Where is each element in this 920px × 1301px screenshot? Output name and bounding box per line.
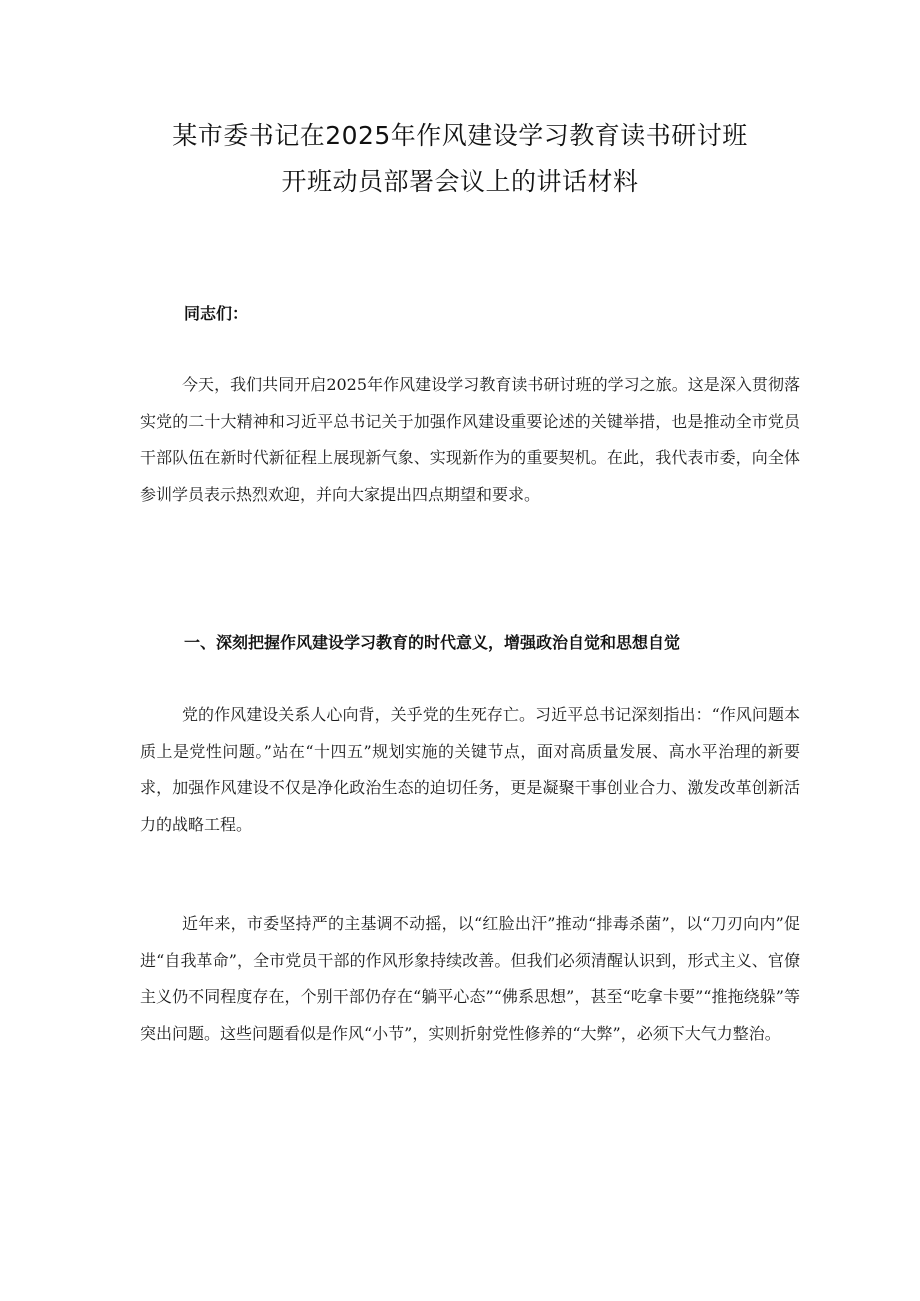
document-title-line-1: 某市委书记在2025年作风建设学习教育读书研讨班 <box>172 121 748 150</box>
paragraph-section1-2: 近年来，市委坚持严的主基调不动摇，以“红脸出汗”推动“排毒杀菌”，以“刀刃向内”促进“自我革命”，全市党员干部的作风形象持续改善。但我们必须清醒认识到，形式主义、官僚主义仍不同程度存在，个别干部仍存在“躺平心态”“佛系思想”，甚至“吃拿卡要”“推拖绕躲”等突出问题。这些问题看似是作风“小节”，实则折射党性修养的“大弊”，必须下大气力整治。 <box>140 914 800 1043</box>
document-title-line-2: 开班动员部署会议上的讲话材料 <box>281 167 639 196</box>
salutation: 同志们： <box>184 304 249 323</box>
paragraph-section1-1: 党的作风建设关系人心向背，关乎党的生死存亡。习近平总书记深刻指出：“作风问题本质上是党性问题。”站在“十四五”规划实施的关键节点，面对高质量发展、高水平治理的新要求，加强作风建设不仅是净化政治生态的迫切任务，更是凝聚干事创业合力、激发改革创新活力的战略工程。 <box>140 705 800 834</box>
paragraph-opening: 今天，我们共同开启2025年作风建设学习教育读书研讨班的学习之旅。这是深入贯彻落实党的二十大精神和习近平总书记关于加强作风建设重要论述的关键举措，也是推动全市党员干部队伍在新时代新征程上展现新气象、实现新作为的重要契机。在此，我代表市委，向全体参训学员表示热烈欢迎，并向大家提出四点期望和要求。 <box>140 375 800 504</box>
section-heading-1: 一、深刻把握作风建设学习教育的时代意义，增强政治自觉和思想自觉 <box>184 633 681 652</box>
